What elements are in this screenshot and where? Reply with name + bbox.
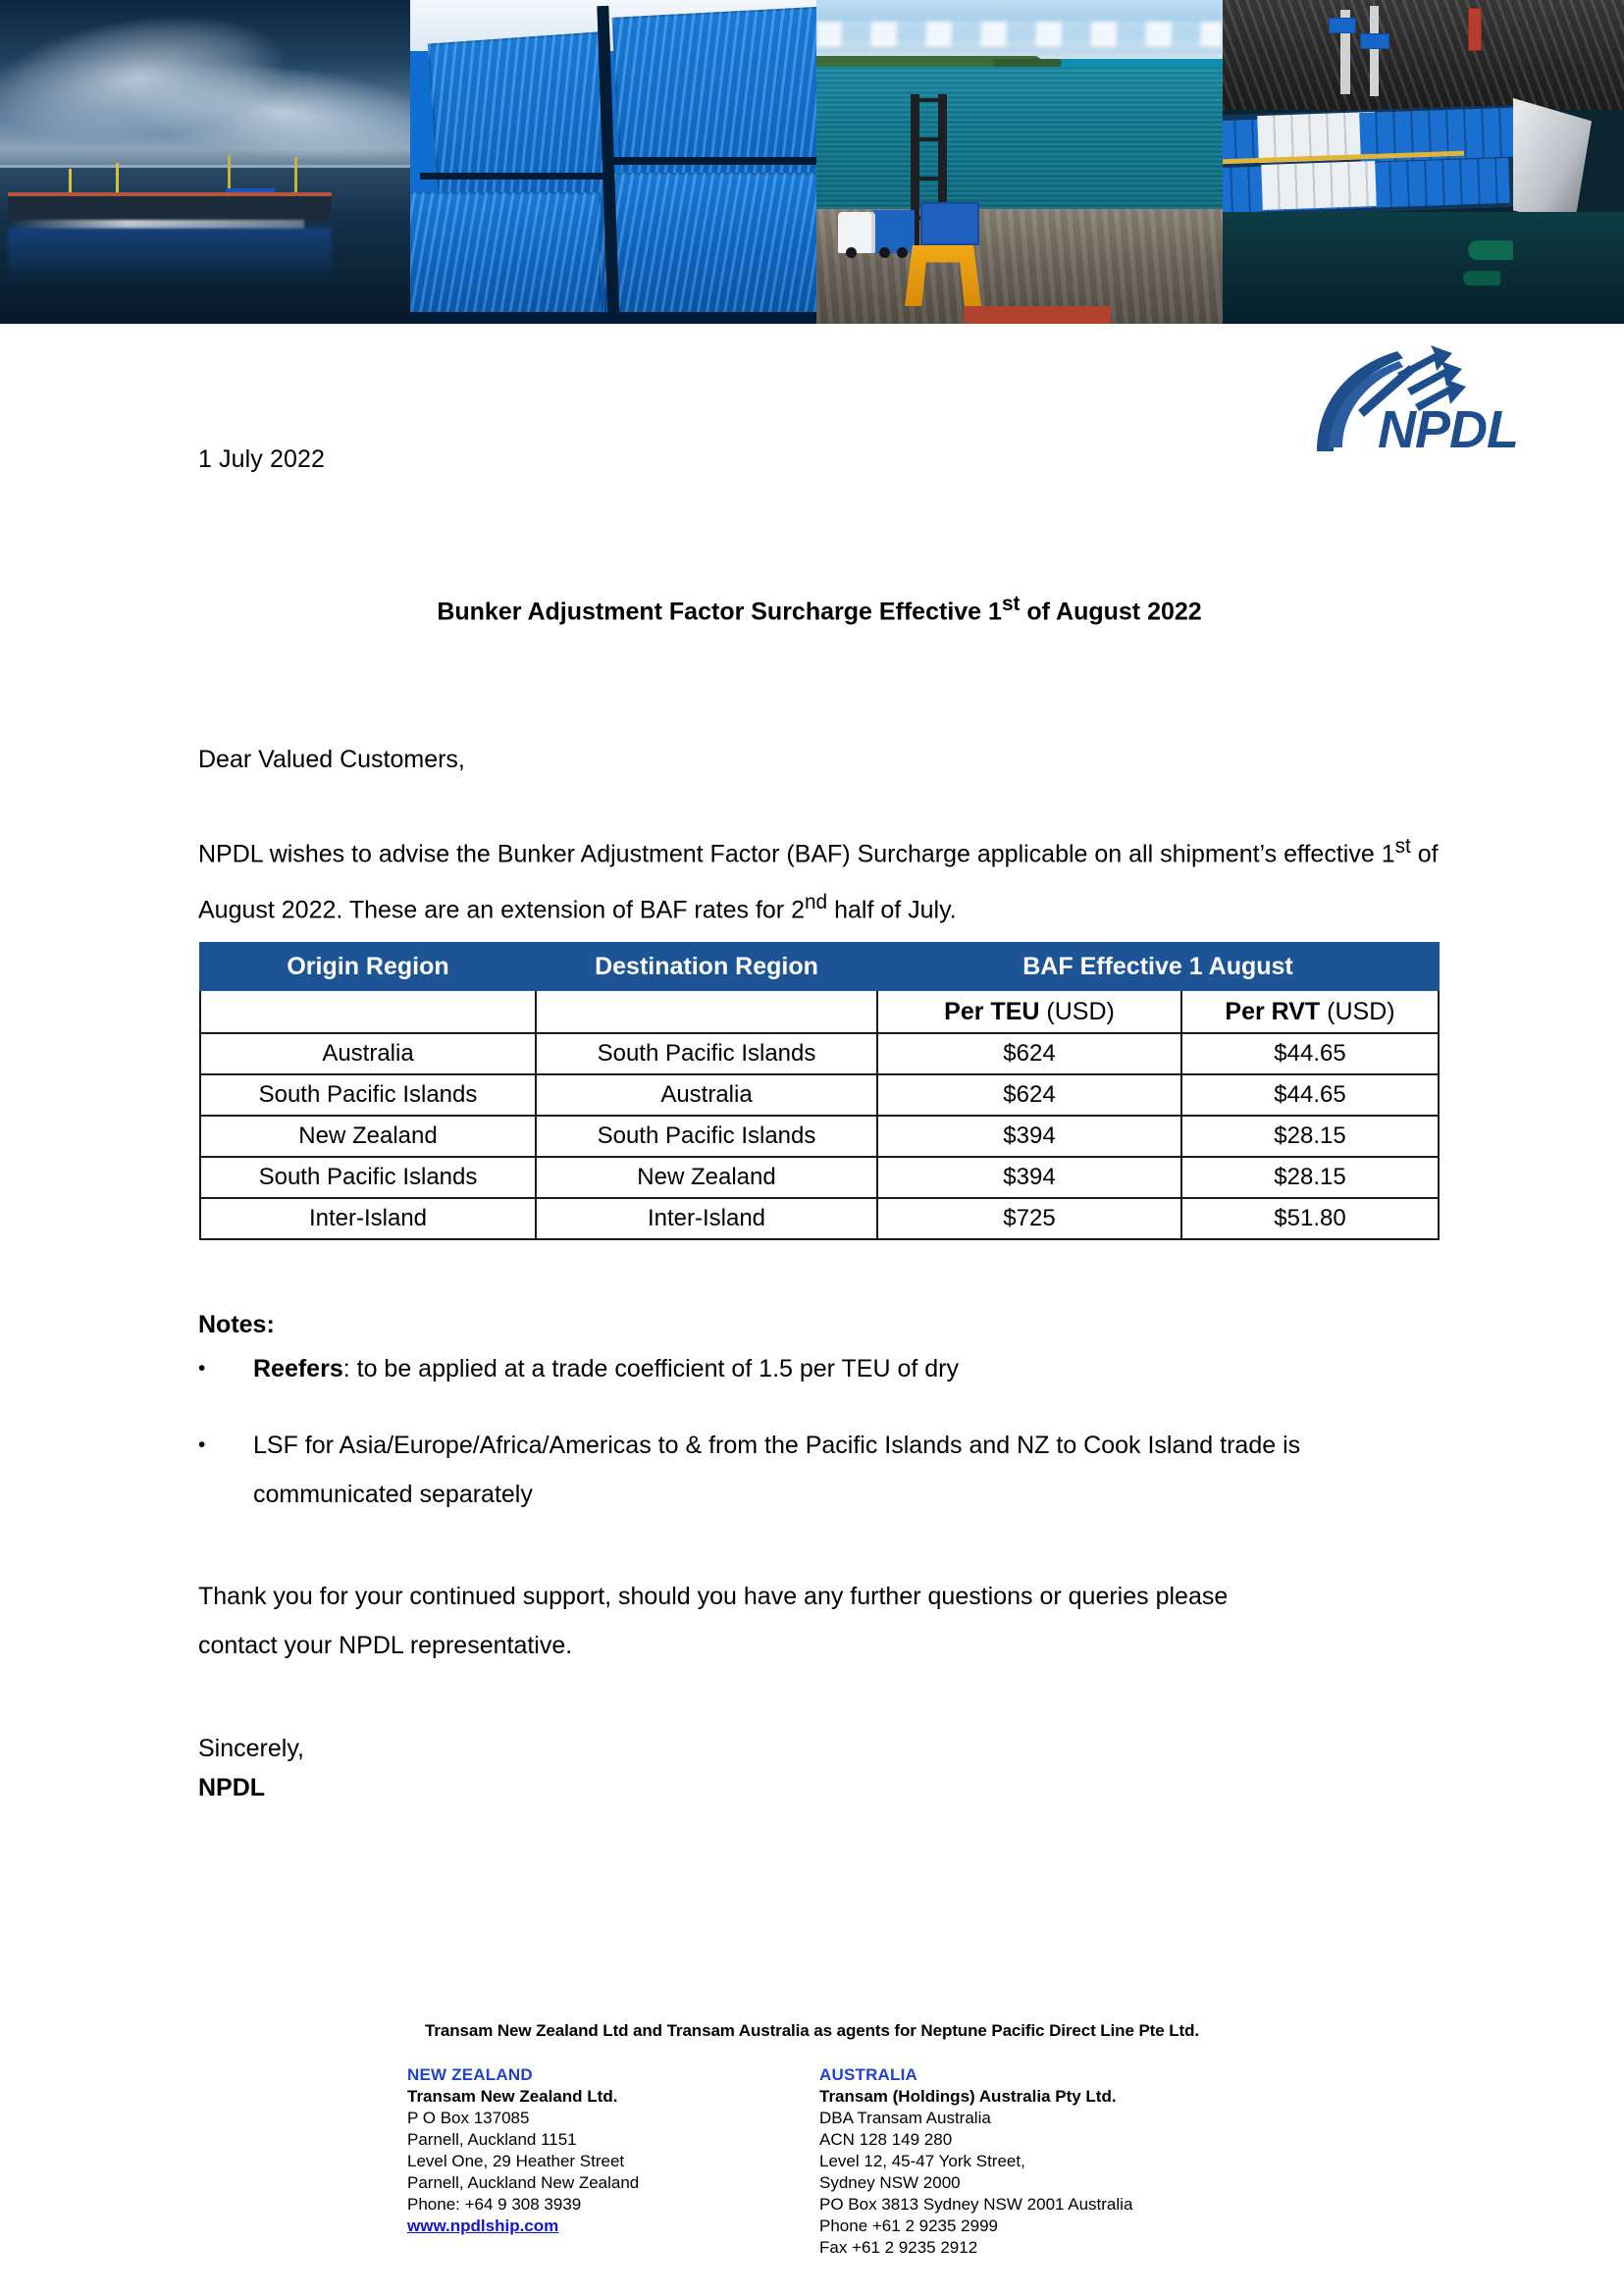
cell-origin: New Zealand bbox=[200, 1116, 536, 1157]
footer-region-new-zealand: NEW ZEALAND bbox=[407, 2065, 533, 2084]
cell-per-rvt: $28.15 bbox=[1181, 1157, 1439, 1198]
subheader-per-teu-unit: (USD) bbox=[1039, 997, 1115, 1025]
note-item-lsf bbox=[198, 1421, 1442, 1519]
page-title-tail: of August 2022 bbox=[1020, 598, 1202, 626]
subheader-per-rvt-unit: (USD) bbox=[1320, 997, 1395, 1025]
footer-fax-australia: Fax +61 2 9235 2912 bbox=[819, 2238, 978, 2257]
cell-per-teu: $725 bbox=[877, 1198, 1181, 1239]
intro-part-1: NPDL wishes to advise the Bunker Adjustment Factor (BAF) Surcharge applicable on all shipment’s effective 1 bbox=[198, 840, 1395, 868]
table-row bbox=[200, 1157, 1439, 1198]
footer-address-line: Level 12, 45-47 York Street, bbox=[819, 2152, 1025, 2170]
cell-origin: South Pacific Islands bbox=[200, 1157, 536, 1198]
salutation: Dear Valued Customers, bbox=[198, 746, 465, 773]
footer-website-link[interactable]: www.npdlship.com bbox=[407, 2217, 559, 2235]
cell-destination: Inter-Island bbox=[536, 1198, 877, 1239]
cell-destination: South Pacific Islands bbox=[536, 1033, 877, 1074]
footer-address-line: Sydney NSW 2000 bbox=[819, 2173, 961, 2192]
column-header-origin: Origin Region bbox=[200, 943, 536, 990]
cell-per-teu: $624 bbox=[877, 1033, 1181, 1074]
intro-ordinal-1: st bbox=[1394, 835, 1411, 858]
footer-address-line: Level One, 29 Heather Street bbox=[407, 2152, 625, 2170]
notes-heading: Notes: bbox=[198, 1311, 275, 1338]
page-title bbox=[198, 593, 1441, 626]
cell-origin: Australia bbox=[200, 1033, 536, 1074]
footer-phone-new-zealand: Phone: +64 9 308 3939 bbox=[407, 2195, 582, 2214]
table-row bbox=[200, 1074, 1439, 1116]
letter-date: 1 July 2022 bbox=[198, 445, 325, 473]
intro-part-3: half of July. bbox=[827, 896, 957, 924]
cell-per-teu: $394 bbox=[877, 1157, 1181, 1198]
svg-text:NPDL: NPDL bbox=[1378, 400, 1518, 455]
cell-per-rvt: $44.65 bbox=[1181, 1074, 1439, 1116]
footer-column-new-zealand bbox=[407, 2064, 800, 2237]
footer-address-line: PO Box 3813 Sydney NSW 2001 Australia bbox=[819, 2195, 1133, 2214]
cell-per-rvt: $51.80 bbox=[1181, 1198, 1439, 1239]
sign-off: Sincerely, bbox=[198, 1735, 304, 1762]
cell-origin: South Pacific Islands bbox=[200, 1074, 536, 1116]
footer-address-line: DBA Transam Australia bbox=[819, 2109, 991, 2127]
table-subheader-row bbox=[200, 990, 1439, 1033]
intro-ordinal-2: nd bbox=[804, 891, 828, 914]
footer-company-new-zealand: Transam New Zealand Ltd. bbox=[407, 2087, 618, 2106]
note-reefers-label: Reefers bbox=[253, 1355, 343, 1382]
footer-agency-statement: Transam New Zealand Ltd and Transam Australia as agents for Neptune Pacific Direct Line Pte Ltd. bbox=[425, 2021, 1199, 2040]
note-lsf-text: LSF for Asia/Europe/Africa/Americas to & from the Pacific Islands and NZ to Cook Island trade is communicated separately bbox=[253, 1432, 1301, 1508]
cell-destination: Australia bbox=[536, 1074, 877, 1116]
table-row bbox=[200, 1198, 1439, 1239]
bullet-icon: • bbox=[198, 1434, 206, 1456]
intro-paragraph bbox=[198, 822, 1442, 935]
subheader-per-teu bbox=[877, 990, 1181, 1033]
note-item-reefers bbox=[198, 1344, 1442, 1393]
subheader-origin-blank bbox=[200, 990, 536, 1033]
closing-line-2: contact your NPDL representative. bbox=[198, 1632, 573, 1659]
cell-destination: New Zealand bbox=[536, 1157, 877, 1198]
cell-destination: South Pacific Islands bbox=[536, 1116, 877, 1157]
footer-address-line: P O Box 137085 bbox=[407, 2109, 530, 2127]
sign-off-name: NPDL bbox=[198, 1774, 266, 1801]
column-header-baf: BAF Effective 1 August bbox=[877, 943, 1439, 990]
footer-address-line: Parnell, Auckland 1151 bbox=[407, 2130, 577, 2149]
bullet-icon: • bbox=[198, 1357, 206, 1380]
closing-paragraph bbox=[198, 1572, 1442, 1670]
table-header-row bbox=[200, 943, 1439, 990]
note-reefers-text bbox=[253, 1344, 1442, 1393]
footer-region-australia: AUSTRALIA bbox=[819, 2065, 918, 2084]
footer-address-line: ACN 128 149 280 bbox=[819, 2130, 953, 2149]
table-row bbox=[200, 1116, 1439, 1157]
subheader-destination-blank bbox=[536, 990, 877, 1033]
subheader-per-rvt-label: Per RVT bbox=[1225, 997, 1321, 1025]
closing-line-1: Thank you for your continued support, should you have any further questions or queries please bbox=[198, 1583, 1229, 1610]
cell-origin: Inter-Island bbox=[200, 1198, 536, 1239]
column-header-destination: Destination Region bbox=[536, 943, 877, 990]
footer-column-australia bbox=[819, 2064, 1241, 2259]
note-reefers-body: : to be applied at a trade coefficient of 1.5 per TEU of dry bbox=[342, 1355, 959, 1382]
footer-address-line: Parnell, Auckland New Zealand bbox=[407, 2173, 640, 2192]
page-title-ordinal: st bbox=[1001, 593, 1021, 615]
cell-per-rvt: $28.15 bbox=[1181, 1116, 1439, 1157]
cell-per-teu: $624 bbox=[877, 1074, 1181, 1116]
footer-company-australia: Transam (Holdings) Australia Pty Ltd. bbox=[819, 2087, 1117, 2106]
intro-part-2: of August 2022. These are an extension of BAF rates for 2 bbox=[198, 840, 1439, 924]
cell-per-teu: $394 bbox=[877, 1116, 1181, 1157]
footer-phone-australia: Phone +61 2 9235 2999 bbox=[819, 2217, 998, 2235]
table-row bbox=[200, 1033, 1439, 1074]
page-title-text: Bunker Adjustment Factor Surcharge Effective 1 bbox=[437, 598, 1002, 626]
subheader-per-rvt bbox=[1181, 990, 1439, 1033]
cell-per-rvt: $44.65 bbox=[1181, 1033, 1439, 1074]
baf-rate-table bbox=[199, 942, 1440, 1240]
subheader-per-teu-label: Per TEU bbox=[944, 997, 1040, 1025]
